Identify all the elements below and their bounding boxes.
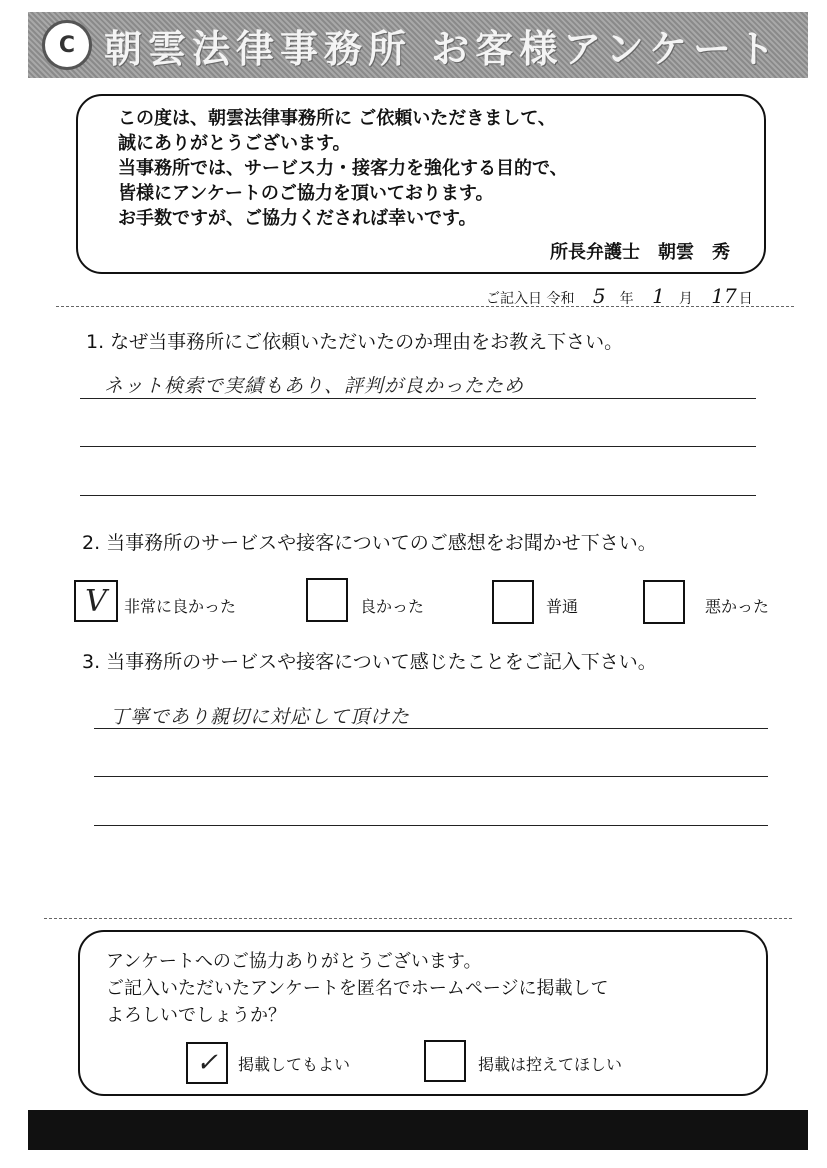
option-label-bad: 悪かった <box>705 597 770 616</box>
signature: 所長弁護士 朝雲 秀 <box>550 242 730 263</box>
question-3: 3. 当事務所のサービスや接客について感じたことをご記入下さい。 <box>82 651 657 673</box>
consent-label-decline: 掲載は控えてほしい <box>478 1055 623 1074</box>
date-era: 令和 <box>546 291 575 307</box>
option-label-very-good: 非常に良かった <box>124 597 237 616</box>
answer-3-line-3 <box>94 825 768 826</box>
logo-icon: C <box>42 20 92 70</box>
greeting-line: この度は、朝雲法律事務所に ご依頼いただきまして、 <box>118 108 556 129</box>
answer-3-text[interactable]: 丁寧であり親切に対応して頂けた <box>110 706 411 728</box>
greeting-box <box>76 94 766 274</box>
greeting-line: 当事務所では、サービス力・接客力を強化する目的で、 <box>118 158 568 179</box>
option-checkbox-normal[interactable] <box>492 580 534 624</box>
answer-3-line-2 <box>94 776 768 777</box>
date-label: ご記入日 <box>486 291 542 307</box>
consent-checkbox-decline[interactable] <box>424 1040 466 1082</box>
question-1: 1. なぜ当事務所にご依頼いただいたのか理由をお教え下さい。 <box>86 331 624 353</box>
answer-3-line-1 <box>94 728 768 729</box>
greeting-line: 皆様にアンケートのご協力を頂いております。 <box>118 183 494 204</box>
entry-date <box>486 284 753 308</box>
answer-1-line-1 <box>80 398 756 399</box>
footer-bar <box>28 1110 808 1150</box>
date-year-value[interactable]: 5 <box>592 284 606 308</box>
question-2: 2. 当事務所のサービスや接客についてのご感想をお聞かせ下さい。 <box>82 532 657 554</box>
greeting-line: 誠にありがとうございます。 <box>118 133 351 154</box>
consent-line: アンケートへのご協力ありがとうございます。 <box>106 951 482 972</box>
date-divider <box>56 306 794 307</box>
consent-line: ご記入いただいたアンケートを匿名でホームページに掲載して <box>106 978 609 999</box>
date-year-unit: 年 <box>619 291 634 307</box>
answer-1-line-2 <box>80 446 756 447</box>
header-title: 朝雲法律事務所 お客様アンケート <box>104 26 781 71</box>
date-day-unit: 日 <box>738 291 753 307</box>
answer-1-line-3 <box>80 495 756 496</box>
date-month-value[interactable]: 1 <box>652 284 665 308</box>
consent-checkbox-allow[interactable]: ✓ <box>186 1042 228 1084</box>
consent-line: よろしいでしょうか？ <box>106 1005 286 1026</box>
option-checkbox-very-good[interactable]: V <box>74 580 118 622</box>
option-label-normal: 普通 <box>546 597 579 616</box>
date-day-value[interactable]: 17 <box>711 284 737 308</box>
option-checkbox-bad[interactable] <box>643 580 685 624</box>
option-checkbox-good[interactable] <box>306 578 348 622</box>
greeting-line: お手数ですが、ご協力くだされば幸いです。 <box>118 208 477 229</box>
consent-label-allow: 掲載してもよい <box>238 1055 351 1074</box>
option-label-good: 良かった <box>360 597 425 616</box>
answer-1-text[interactable]: ネット検索で実績もあり、評判が良かったため <box>104 375 525 397</box>
section-divider <box>44 918 792 919</box>
date-month-unit: 月 <box>678 291 693 307</box>
consent-box <box>78 930 768 1096</box>
header-banner <box>28 12 808 78</box>
